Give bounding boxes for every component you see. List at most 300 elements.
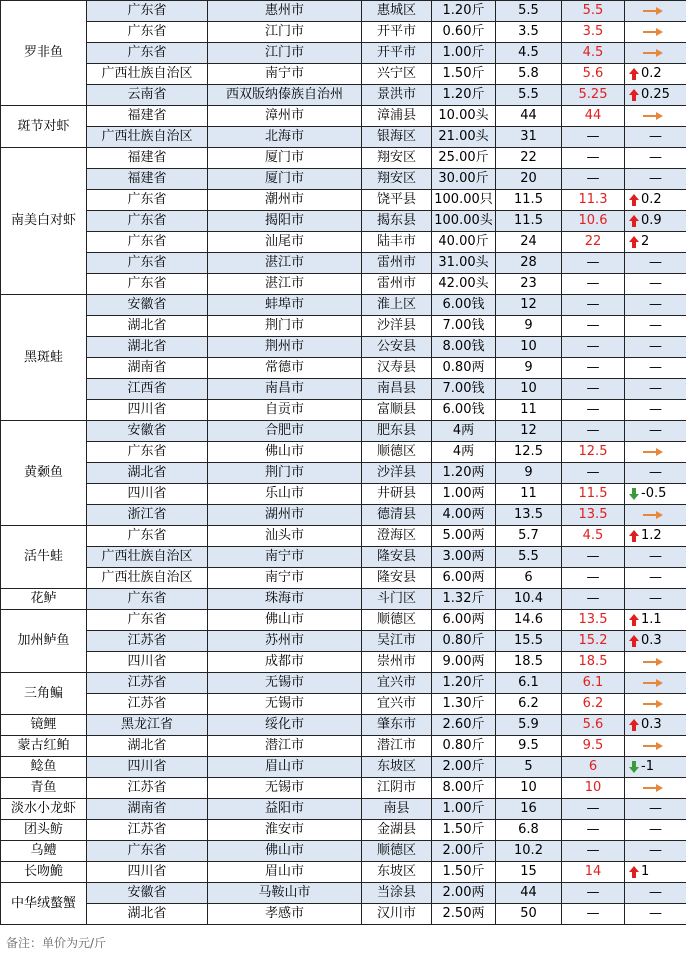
city-cell: 南昌市 [208, 379, 362, 400]
spec-cell: 1.50斤 [432, 862, 496, 883]
change-value: -1 [641, 759, 654, 774]
cur-cell: — [562, 904, 625, 925]
spec-cell: 42.00头 [432, 274, 496, 295]
prev-cell: 24 [496, 232, 562, 253]
cur-cell: — [562, 547, 625, 568]
cur-cell: 13.5 [562, 610, 625, 631]
table-row [1, 694, 686, 715]
district-cell: 开平市 [362, 43, 432, 64]
city-cell: 成都市 [208, 652, 362, 673]
prev-cell: 5.5 [496, 1, 562, 22]
table-row [1, 715, 686, 736]
prev-cell: 11.5 [496, 211, 562, 232]
prev-cell: 18.5 [496, 652, 562, 673]
district-cell: 漳浦县 [362, 106, 432, 127]
prev-cell: 11.5 [496, 190, 562, 211]
province-cell: 福建省 [87, 106, 208, 127]
change-cell [625, 64, 686, 85]
spec-cell: 1.50斤 [432, 64, 496, 85]
district-cell: 隆安县 [362, 547, 432, 568]
prev-cell: 6.8 [496, 820, 562, 841]
table-row [1, 358, 686, 379]
province-cell: 广东省 [87, 43, 208, 64]
table-row [1, 610, 686, 631]
district-cell: 东坡区 [362, 862, 432, 883]
prev-cell: 5.5 [496, 547, 562, 568]
city-cell: 揭阳市 [208, 211, 362, 232]
district-cell: 雷州市 [362, 274, 432, 295]
prev-cell: 10 [496, 778, 562, 799]
change-cell [625, 715, 686, 736]
province-cell: 广东省 [87, 589, 208, 610]
arrow-down-icon [629, 488, 639, 500]
district-cell: 饶平县 [362, 190, 432, 211]
arrow-up-icon [629, 635, 639, 647]
change-value: — [649, 360, 662, 375]
table-row [1, 169, 686, 190]
cur-cell: 11.3 [562, 190, 625, 211]
spec-cell: 7.00钱 [432, 316, 496, 337]
cur-cell: — [562, 148, 625, 169]
spec-cell: 1.20斤 [432, 673, 496, 694]
cur-cell: 22 [562, 232, 625, 253]
district-cell: 翔安区 [362, 148, 432, 169]
table-row [1, 463, 686, 484]
change-cell [625, 22, 686, 43]
arrow-right-icon [643, 49, 663, 57]
spec-cell: 40.00斤 [432, 232, 496, 253]
prev-cell: 6.1 [496, 673, 562, 694]
change-value: — [649, 276, 662, 291]
arrow-right-icon [643, 511, 663, 519]
spec-cell: 4两 [432, 421, 496, 442]
prev-cell: 44 [496, 883, 562, 904]
province-cell: 四川省 [87, 652, 208, 673]
spec-cell: 4.00两 [432, 505, 496, 526]
province-cell: 湖北省 [87, 904, 208, 925]
change-cell [625, 400, 686, 421]
change-cell [625, 85, 686, 106]
cur-cell: — [562, 274, 625, 295]
prev-cell: 12 [496, 295, 562, 316]
spec-cell: 10.00头 [432, 106, 496, 127]
cur-cell: 3.5 [562, 22, 625, 43]
arrow-right-icon [643, 448, 663, 456]
district-cell: 汉川市 [362, 904, 432, 925]
city-cell: 湖州市 [208, 505, 362, 526]
table-row [1, 337, 686, 358]
district-cell: 斗门区 [362, 589, 432, 610]
district-cell: 揭东县 [362, 211, 432, 232]
table-row [1, 316, 686, 337]
change-cell [625, 757, 686, 778]
prev-cell: 22 [496, 148, 562, 169]
change-value: — [649, 843, 662, 858]
cur-cell: — [562, 358, 625, 379]
city-cell: 潮州市 [208, 190, 362, 211]
city-cell: 厦门市 [208, 169, 362, 190]
species-cell: 罗非鱼 [1, 1, 87, 106]
prev-cell: 12 [496, 421, 562, 442]
species-cell: 黑斑蛙 [1, 295, 87, 421]
district-cell: 江阴市 [362, 778, 432, 799]
table-row [1, 211, 686, 232]
change-value: — [649, 297, 662, 312]
species-cell: 镜鲤 [1, 715, 87, 736]
province-cell: 广东省 [87, 211, 208, 232]
change-cell [625, 694, 686, 715]
spec-cell: 100.00只 [432, 190, 496, 211]
spec-cell: 21.00头 [432, 127, 496, 148]
change-value: 1 [641, 864, 650, 879]
province-cell: 四川省 [87, 484, 208, 505]
province-cell: 广东省 [87, 526, 208, 547]
change-value: — [649, 402, 662, 417]
table-row [1, 85, 686, 106]
city-cell: 汕头市 [208, 526, 362, 547]
cur-cell: — [562, 463, 625, 484]
district-cell: 公安县 [362, 337, 432, 358]
change-cell [625, 841, 686, 862]
province-cell: 广西壮族自治区 [87, 127, 208, 148]
cur-cell: 10.6 [562, 211, 625, 232]
change-cell [625, 463, 686, 484]
prev-cell: 15.5 [496, 631, 562, 652]
city-cell: 苏州市 [208, 631, 362, 652]
arrow-up-icon [629, 215, 639, 227]
spec-cell: 100.00头 [432, 211, 496, 232]
province-cell: 广东省 [87, 610, 208, 631]
change-cell [625, 316, 686, 337]
cur-cell: 5.25 [562, 85, 625, 106]
cur-cell: 13.5 [562, 505, 625, 526]
change-cell [625, 799, 686, 820]
city-cell: 蚌埠市 [208, 295, 362, 316]
arrow-up-icon [629, 614, 639, 626]
change-value: — [649, 255, 662, 270]
cur-cell: — [562, 253, 625, 274]
district-cell: 宜兴市 [362, 673, 432, 694]
city-cell: 无锡市 [208, 694, 362, 715]
spec-cell: 1.20斤 [432, 1, 496, 22]
prev-cell: 5.8 [496, 64, 562, 85]
species-cell: 团头鲂 [1, 820, 87, 841]
species-cell: 淡水小龙虾 [1, 799, 87, 820]
change-cell [625, 862, 686, 883]
cur-cell: — [562, 799, 625, 820]
table-row [1, 295, 686, 316]
species-cell: 鲶鱼 [1, 757, 87, 778]
change-cell [625, 820, 686, 841]
district-cell: 隆安县 [362, 568, 432, 589]
city-cell: 合肥市 [208, 421, 362, 442]
province-cell: 福建省 [87, 148, 208, 169]
arrow-up-icon [629, 89, 639, 101]
table-row [1, 904, 686, 925]
arrow-right-icon [643, 679, 663, 687]
species-cell: 活牛蛙 [1, 526, 87, 589]
city-cell: 荆门市 [208, 463, 362, 484]
province-cell: 广东省 [87, 1, 208, 22]
table-row [1, 1, 686, 22]
spec-cell: 5.00两 [432, 526, 496, 547]
district-cell: 南昌县 [362, 379, 432, 400]
species-cell: 斑节对虾 [1, 106, 87, 148]
arrow-up-icon [629, 68, 639, 80]
province-cell: 湖北省 [87, 463, 208, 484]
species-cell: 中华绒螯蟹 [1, 883, 87, 925]
change-value: — [649, 339, 662, 354]
arrow-up-icon [629, 236, 639, 248]
spec-cell: 8.00斤 [432, 778, 496, 799]
spec-cell: 1.32斤 [432, 589, 496, 610]
province-cell: 广西壮族自治区 [87, 547, 208, 568]
change-value: 1.1 [641, 612, 662, 627]
province-cell: 四川省 [87, 400, 208, 421]
cur-cell: — [562, 568, 625, 589]
table-row [1, 505, 686, 526]
change-cell [625, 127, 686, 148]
change-value: — [649, 423, 662, 438]
arrow-right-icon [643, 742, 663, 750]
spec-cell: 6.00两 [432, 568, 496, 589]
province-cell: 江苏省 [87, 673, 208, 694]
change-cell [625, 778, 686, 799]
prev-cell: 6 [496, 568, 562, 589]
change-cell [625, 169, 686, 190]
spec-cell: 4两 [432, 442, 496, 463]
change-cell [625, 421, 686, 442]
change-value: — [649, 465, 662, 480]
spec-cell: 6.00钱 [432, 400, 496, 421]
arrow-up-icon [629, 719, 639, 731]
province-cell: 广东省 [87, 190, 208, 211]
spec-cell: 2.60斤 [432, 715, 496, 736]
change-value: — [649, 591, 662, 606]
prev-cell: 28 [496, 253, 562, 274]
cur-cell: 6 [562, 757, 625, 778]
table-row [1, 820, 686, 841]
change-cell [625, 148, 686, 169]
arrow-down-icon [629, 761, 639, 773]
spec-cell: 0.80两 [432, 358, 496, 379]
cur-cell: 10 [562, 778, 625, 799]
spec-cell: 25.00斤 [432, 148, 496, 169]
cur-cell: — [562, 820, 625, 841]
spec-cell: 0.80斤 [432, 631, 496, 652]
province-cell: 江苏省 [87, 694, 208, 715]
district-cell: 澄海区 [362, 526, 432, 547]
city-cell: 佛山市 [208, 610, 362, 631]
species-cell: 黄颡鱼 [1, 421, 87, 526]
prev-cell: 50 [496, 904, 562, 925]
change-value: 0.2 [641, 192, 662, 207]
change-value: — [649, 801, 662, 816]
prev-cell: 14.6 [496, 610, 562, 631]
spec-cell: 31.00头 [432, 253, 496, 274]
table-row [1, 442, 686, 463]
prev-cell: 6.2 [496, 694, 562, 715]
change-value: 1.2 [641, 528, 662, 543]
province-cell: 湖南省 [87, 358, 208, 379]
spec-cell: 7.00钱 [432, 379, 496, 400]
district-cell: 肥东县 [362, 421, 432, 442]
district-cell: 顺德区 [362, 442, 432, 463]
province-cell: 江苏省 [87, 631, 208, 652]
cur-cell: — [562, 127, 625, 148]
city-cell: 佛山市 [208, 841, 362, 862]
cur-cell: — [562, 589, 625, 610]
prev-cell: 5.7 [496, 526, 562, 547]
city-cell: 北海市 [208, 127, 362, 148]
species-cell: 花鲈 [1, 589, 87, 610]
change-cell [625, 1, 686, 22]
cur-cell: — [562, 169, 625, 190]
prev-cell: 5.5 [496, 85, 562, 106]
table-row [1, 148, 686, 169]
prev-cell: 9.5 [496, 736, 562, 757]
table-row [1, 379, 686, 400]
change-value: — [649, 822, 662, 837]
table-row [1, 547, 686, 568]
spec-cell: 1.20两 [432, 463, 496, 484]
spec-cell: 1.30斤 [432, 694, 496, 715]
city-cell: 无锡市 [208, 778, 362, 799]
city-cell: 眉山市 [208, 757, 362, 778]
district-cell: 吴江市 [362, 631, 432, 652]
district-cell: 井研县 [362, 484, 432, 505]
change-cell [625, 295, 686, 316]
district-cell: 富顺县 [362, 400, 432, 421]
district-cell: 顺德区 [362, 610, 432, 631]
arrow-up-icon [629, 530, 639, 542]
change-value: 0.3 [641, 717, 662, 732]
city-cell: 江门市 [208, 22, 362, 43]
prev-cell: 4.5 [496, 43, 562, 64]
change-value: 0.25 [641, 87, 670, 102]
province-cell: 浙江省 [87, 505, 208, 526]
cur-cell: 6.1 [562, 673, 625, 694]
species-cell: 加州鲈鱼 [1, 610, 87, 673]
spec-cell: 1.00斤 [432, 43, 496, 64]
spec-cell: 30.00斤 [432, 169, 496, 190]
change-cell [625, 673, 686, 694]
district-cell: 南县 [362, 799, 432, 820]
district-cell: 潜江市 [362, 736, 432, 757]
province-cell: 江西省 [87, 379, 208, 400]
province-cell: 湖北省 [87, 736, 208, 757]
change-cell [625, 43, 686, 64]
cur-cell: — [562, 400, 625, 421]
city-cell: 无锡市 [208, 673, 362, 694]
city-cell: 淮安市 [208, 820, 362, 841]
prev-cell: 9 [496, 316, 562, 337]
change-value: — [649, 150, 662, 165]
district-cell: 翔安区 [362, 169, 432, 190]
cur-cell: — [562, 883, 625, 904]
province-cell: 安徽省 [87, 883, 208, 904]
district-cell: 金湖县 [362, 820, 432, 841]
species-cell: 长吻鮠 [1, 862, 87, 883]
change-value: — [649, 885, 662, 900]
spec-cell: 2.00两 [432, 883, 496, 904]
prev-cell: 23 [496, 274, 562, 295]
province-cell: 湖北省 [87, 337, 208, 358]
cur-cell: — [562, 337, 625, 358]
spec-cell: 1.00斤 [432, 799, 496, 820]
city-cell: 惠州市 [208, 1, 362, 22]
table-row [1, 232, 686, 253]
spec-cell: 9.00两 [432, 652, 496, 673]
city-cell: 南宁市 [208, 568, 362, 589]
district-cell: 景洪市 [362, 85, 432, 106]
species-cell: 蒙古红鲌 [1, 736, 87, 757]
city-cell: 厦门市 [208, 148, 362, 169]
arrow-right-icon [643, 112, 663, 120]
district-cell: 淮上区 [362, 295, 432, 316]
province-cell: 福建省 [87, 169, 208, 190]
spec-cell: 2.00斤 [432, 757, 496, 778]
change-value: — [649, 318, 662, 333]
district-cell: 沙洋县 [362, 463, 432, 484]
province-cell: 四川省 [87, 757, 208, 778]
district-cell: 当涂县 [362, 883, 432, 904]
spec-cell: 8.00钱 [432, 337, 496, 358]
spec-cell: 1.50斤 [432, 820, 496, 841]
table-row [1, 106, 686, 127]
city-cell: 马鞍山市 [208, 883, 362, 904]
city-cell: 潜江市 [208, 736, 362, 757]
cur-cell: 5.5 [562, 1, 625, 22]
table-row [1, 127, 686, 148]
table-row [1, 400, 686, 421]
city-cell: 益阳市 [208, 799, 362, 820]
change-value: -0.5 [641, 486, 667, 501]
prev-cell: 11 [496, 400, 562, 421]
table-row [1, 568, 686, 589]
cur-cell: 5.6 [562, 715, 625, 736]
prev-cell: 15 [496, 862, 562, 883]
city-cell: 汕尾市 [208, 232, 362, 253]
table-row [1, 43, 686, 64]
spec-cell: 2.50两 [432, 904, 496, 925]
change-value: — [649, 171, 662, 186]
cur-cell: 9.5 [562, 736, 625, 757]
arrow-right-icon [643, 7, 663, 15]
cur-cell: 44 [562, 106, 625, 127]
district-cell: 顺德区 [362, 841, 432, 862]
table-row [1, 484, 686, 505]
province-cell: 安徽省 [87, 295, 208, 316]
change-cell [625, 253, 686, 274]
change-cell [625, 526, 686, 547]
table-row [1, 253, 686, 274]
cur-cell: 14 [562, 862, 625, 883]
prev-cell: 5.9 [496, 715, 562, 736]
city-cell: 珠海市 [208, 589, 362, 610]
species-cell: 南美白对虾 [1, 148, 87, 295]
city-cell: 乐山市 [208, 484, 362, 505]
change-value: — [649, 570, 662, 585]
change-value: 0.3 [641, 633, 662, 648]
district-cell: 汉寿县 [362, 358, 432, 379]
change-cell [625, 358, 686, 379]
table-row [1, 673, 686, 694]
arrow-right-icon [643, 700, 663, 708]
prev-cell: 10.4 [496, 589, 562, 610]
change-value: — [649, 906, 662, 921]
city-cell: 湛江市 [208, 253, 362, 274]
